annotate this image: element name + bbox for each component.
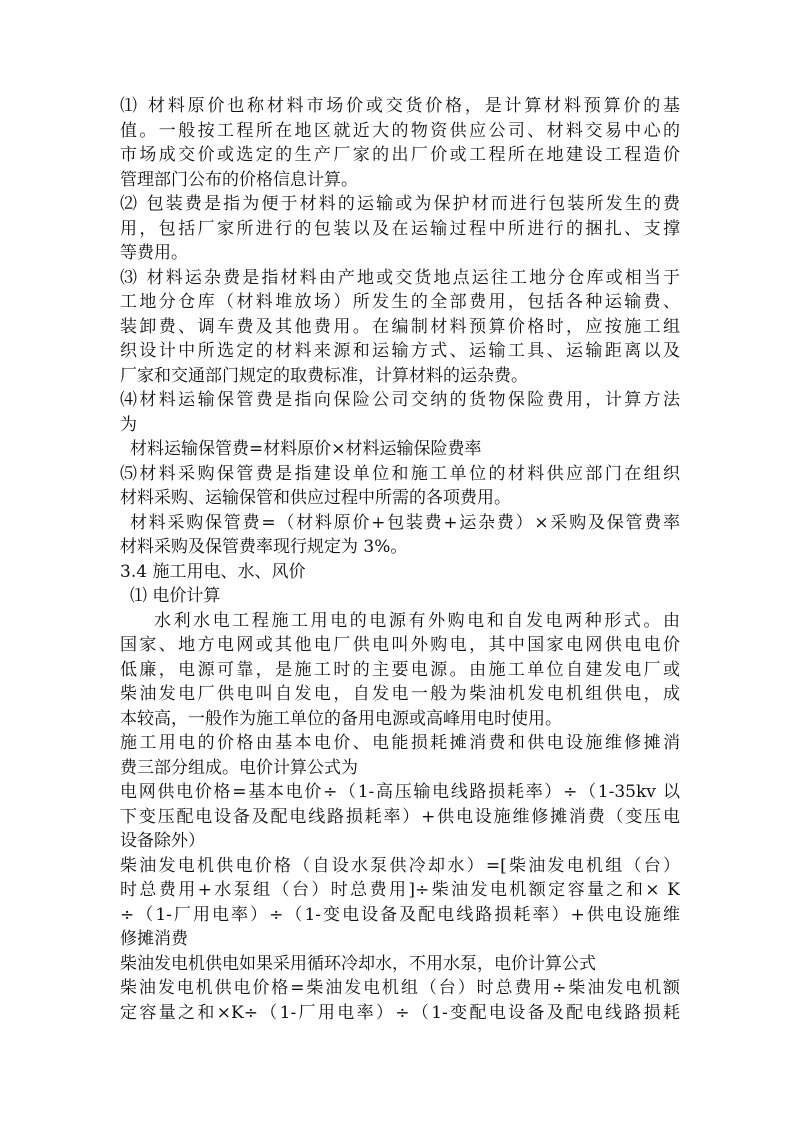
text-line: 材料运输保管费=材料原价×材料运输保险费率 <box>130 439 482 459</box>
text-line: 下变压配电设备及配电线路损耗率）+供电设施维修摊消费（变压电 <box>120 806 680 827</box>
text-line: 低廉，电源可靠，是施工时的主要电源。由施工单位自建发电厂或 <box>120 659 680 680</box>
text-line: 电网供电价格=基本电价÷（1-高压输电线路损耗率）÷（1-35kv 以 <box>120 782 680 802</box>
text-line: 时总费用+水泵组（台）时总费用]÷柴油发电机额定容量之和× K <box>120 880 680 900</box>
text-line: 值。一般按工程所在地区就近大的物资供应公司、材料交易中心的 <box>120 120 680 141</box>
text-line: 用，包括厂家所进行的包装以及在运输过程中所进行的捆扎、支撑 <box>120 218 680 239</box>
text-line: 柴油发电厂供电叫自发电，自发电一般为柴油机发电机组供电，成 <box>120 684 680 704</box>
text-line: ⑶ 材料运杂费是指材料由产地或交货地点运往工地分仓库或相当于 <box>120 267 680 288</box>
text-line: 柴油发电机供电价格=柴油发电机组（台）时总费用÷柴油发电机额 <box>120 978 680 998</box>
text-line: 3.4 施工用电、水、风价 <box>120 561 306 582</box>
text-line: 市场成交价或选定的生产厂家的出厂价或工程所在地建设工程造价 <box>120 145 680 165</box>
text-line: 柴油发电机供电如果采用循环冷却水，不用水泵，电价计算公式 <box>120 953 596 974</box>
text-line: 定容量之和×K÷（1-厂用电率）÷（1-变配电设备及配电线路损耗 <box>120 1002 680 1023</box>
text-line: 设备除外） <box>120 831 205 851</box>
text-line: 织设计中所选定的材料来源和运输方式、运输工具、运输距离以及 <box>120 341 680 361</box>
text-line: 管理部门公布的价格信息计算。 <box>120 169 358 190</box>
text-line: 施工用电的价格由基本电价、电能损耗摊消费和供电设施维修摊消 <box>120 733 680 753</box>
text-line: 材料采购、运输保管和供应过程中所需的各项费用。 <box>120 488 511 508</box>
text-line: 装卸费、调车费及其他费用。在编制材料预算价格时，应按施工组 <box>120 316 680 337</box>
text-line: 费三部分组成。电价计算公式为 <box>120 757 358 778</box>
text-line: ⑷材料运输保管费是指向保险公司交纳的货物保险费用，计算方法 <box>120 390 680 410</box>
text-line: 厂家和交通部门规定的取费标准，计算材料的运杂费。 <box>120 365 528 386</box>
text-line: 材料采购保管费=（材料原价+包装费+运杂费）×采购及保管费率 <box>130 512 680 533</box>
text-line: 柴油发电机供电价格（自设水泵供冷却水）=[柴油发电机组（台） <box>120 855 680 876</box>
text-line: 本较高，一般作为施工单位的备用电源或高峰用电时使用。 <box>120 708 562 729</box>
text-line: 等费用。 <box>120 243 188 263</box>
text-line: 材料采购及保管费率现行规定为 3%。 <box>120 537 408 557</box>
text-line: 修摊消费 <box>120 929 188 949</box>
text-line: ⑵ 包装费是指为便于材料的运输或为保护材而进行包装所发生的费 <box>120 194 680 214</box>
document-page <box>120 94 680 1025</box>
text-line: 为 <box>120 414 137 435</box>
text-line: ÷（1-厂用电率）÷（1-变电设备及配电线路损耗率）+供电设施维 <box>120 904 680 925</box>
text-line: 国家、地方电网或其他电厂供电叫外购电，其中国家电网供电电价 <box>120 635 680 655</box>
text-line: ⑴ 电价计算 <box>130 586 221 606</box>
text-line: 水利水电工程施工用电的电源有外购电和自发电两种形式。由 <box>154 610 680 631</box>
text-line: 工地分仓库（材料堆放场）所发生的全部费用，包括各种运输费、 <box>120 292 680 312</box>
text-line: ⑴ 材料原价也称材料市场价或交货价格，是计算材料预算价的基 <box>120 96 680 116</box>
text-line: ⑸材料采购保管费是指建设单位和施工单位的材料供应部门在组织 <box>120 463 680 484</box>
